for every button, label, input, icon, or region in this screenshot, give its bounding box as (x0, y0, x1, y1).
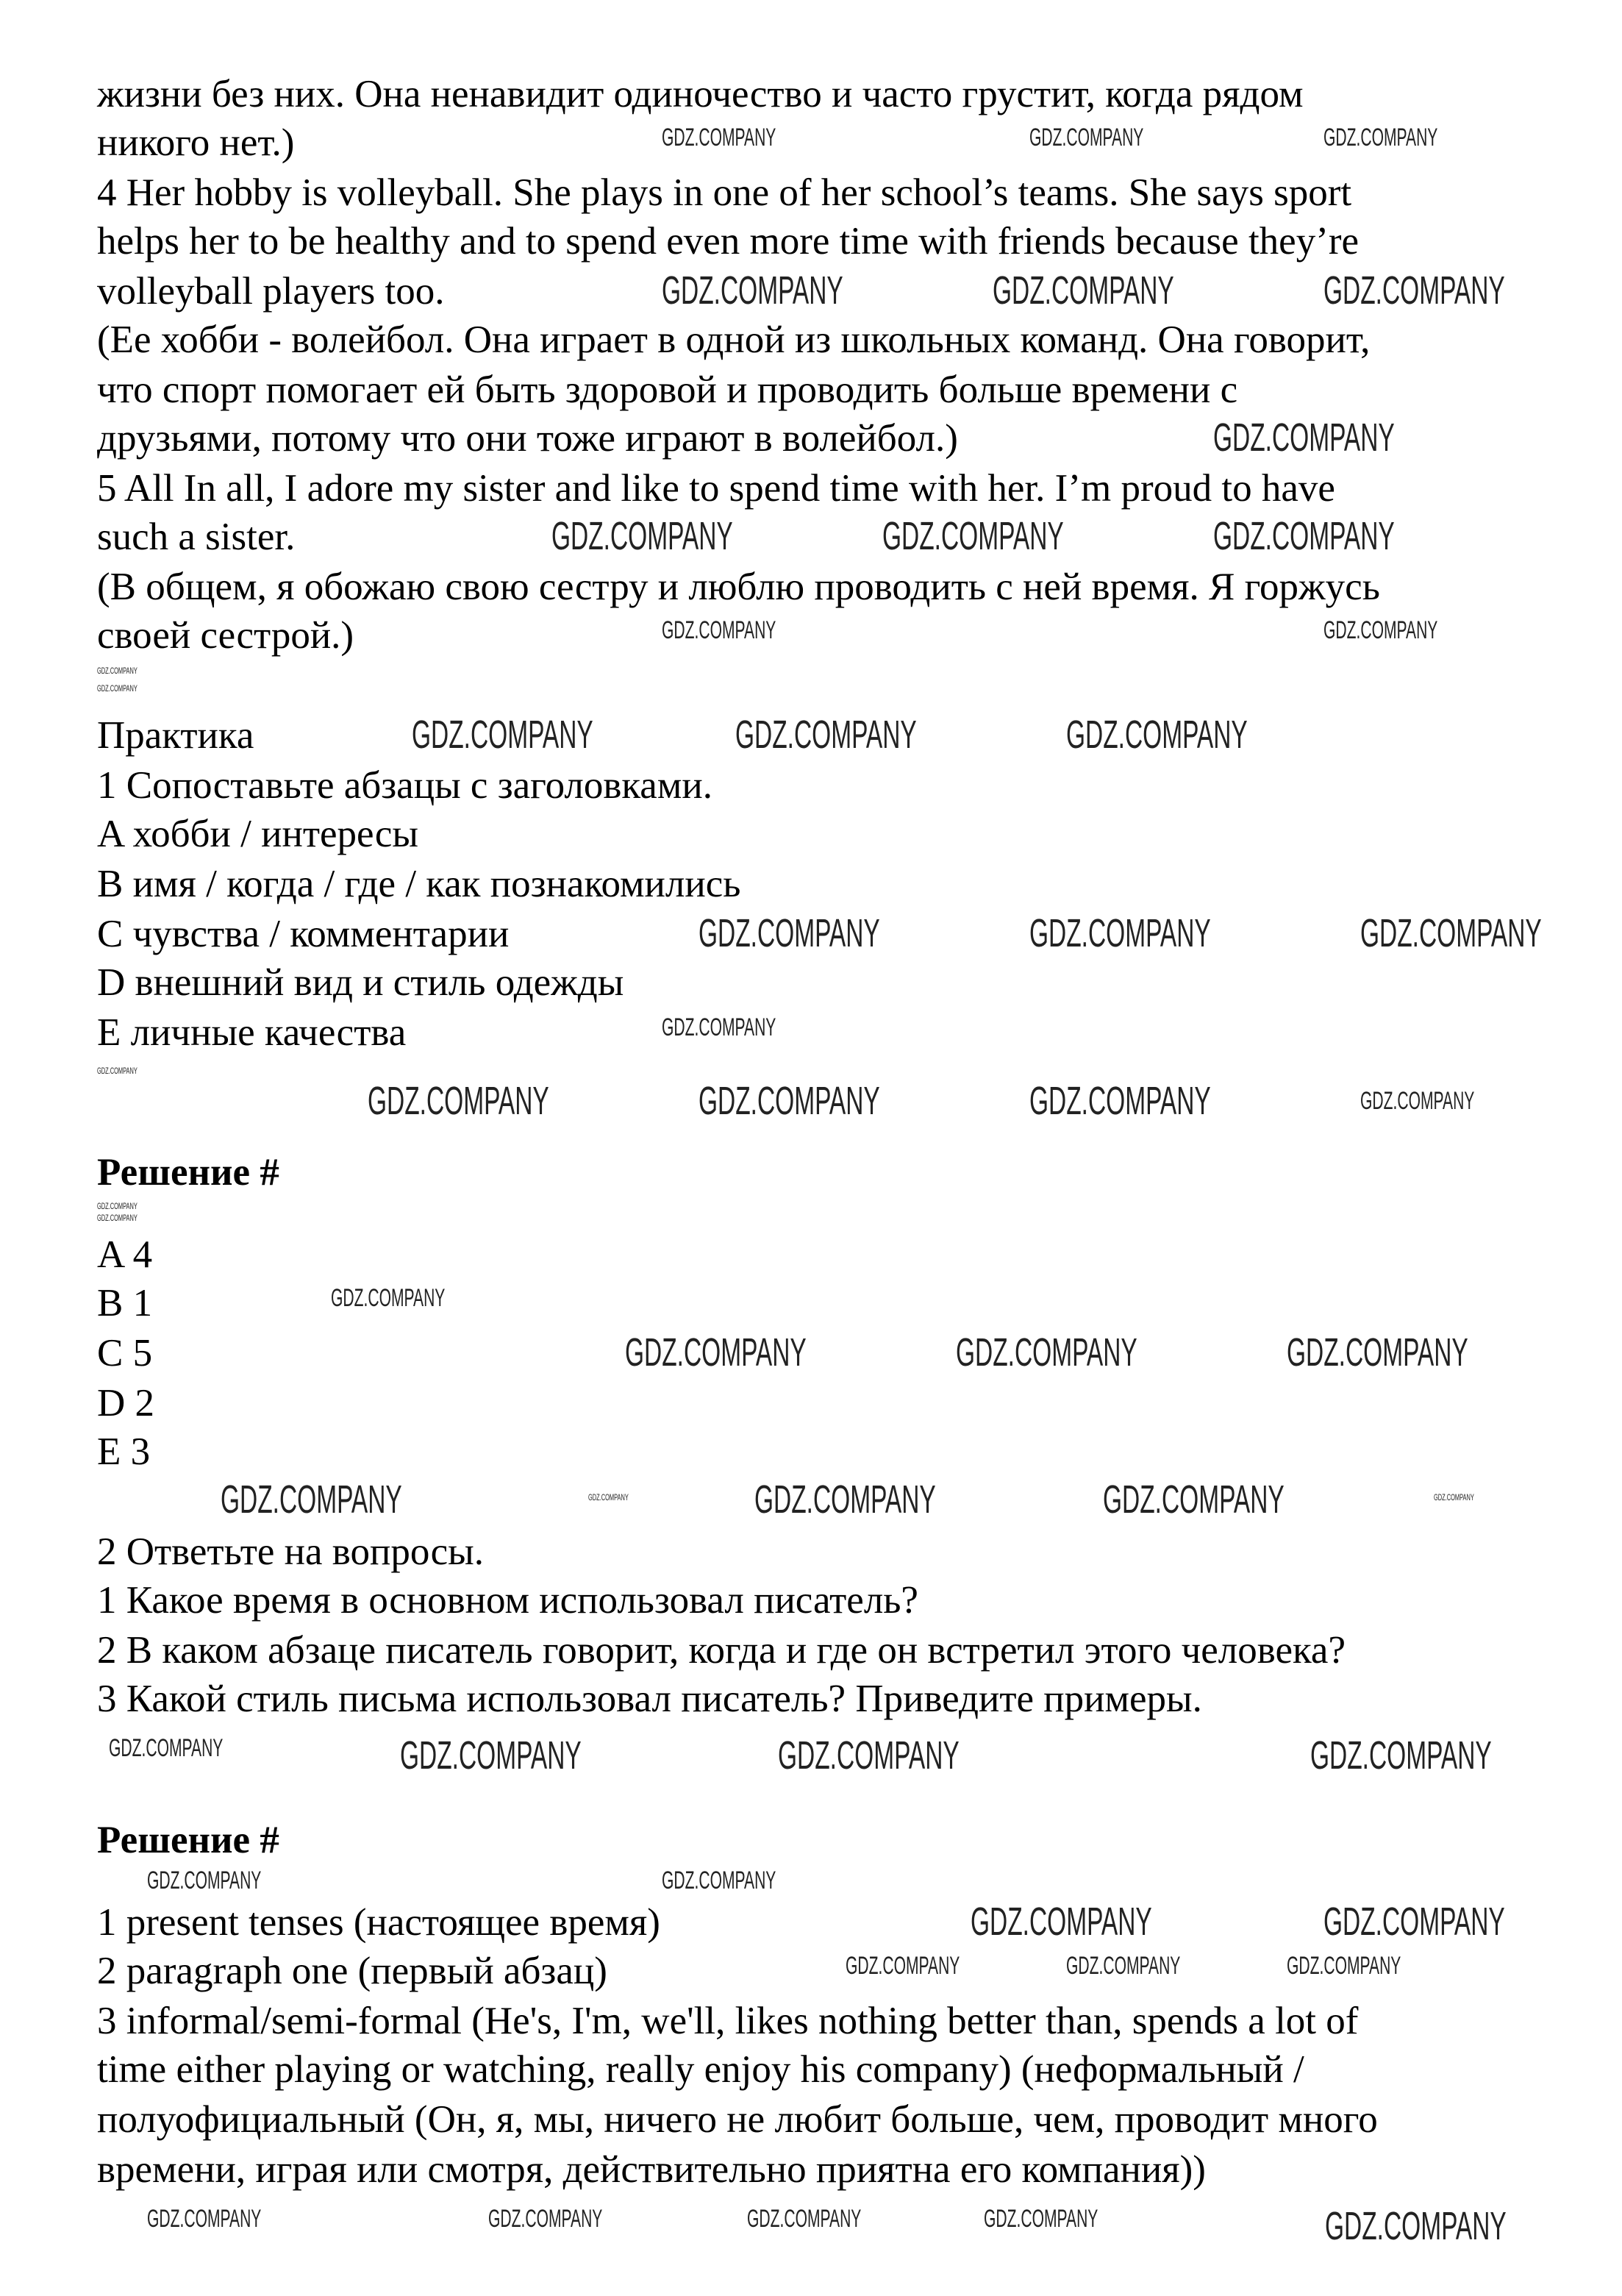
watermark: GDZ.COMPANY (1325, 2204, 1507, 2248)
text-line: 2 Ответьте на вопросы. (97, 1530, 485, 1573)
text-line: B имя / когда / где / как познакомились (97, 863, 741, 905)
text-line: 2 paragraph one (первый абзац) (97, 1950, 607, 1992)
watermark: GDZ.COMPANY (984, 2205, 1098, 2233)
text-line: E личные качества (97, 1011, 407, 1054)
text-line: полуофициальный (Он, я, мы, ничего не любит больше, чем, проводит много (97, 2098, 1378, 2141)
watermark: GDZ.COMPANY (97, 1213, 137, 1223)
text-line: D внешний вид и стиль одежды (97, 961, 624, 1004)
watermark: GDZ.COMPANY (1360, 911, 1542, 955)
text-line: жизни без них. Она ненавидит одиночество и часто грустит, когда рядом (97, 73, 1304, 115)
text-line: никого нет.) (97, 121, 295, 164)
text-line: 1 present tenses (настоящее время) (97, 1901, 660, 1944)
text-line: (В общем, я обожаю свою сестру и люблю проводить с ней время. Я горжусь (97, 566, 1380, 608)
watermark: GDZ.COMPANY (1310, 1733, 1492, 1778)
watermark: GDZ.COMPANY (1029, 124, 1144, 151)
text-line: времени, играя или смотря, действительно приятна его компания)) (97, 2148, 1206, 2191)
watermark: GDZ.COMPANY (662, 1867, 776, 1894)
watermark: GDZ.COMPANY (97, 1201, 137, 1211)
text-line: 5 All In all, I adore my sister and like to spend time with her. I’m proud to have (97, 467, 1335, 510)
text-line: B 1 (97, 1282, 153, 1325)
text-line: (Ее хобби - волейбол. Она играет в одной из школьных команд. Она говорит, (97, 318, 1371, 361)
section-heading: Решение # (97, 1819, 279, 1861)
watermark: GDZ.COMPANY (778, 1733, 960, 1778)
watermark: GDZ.COMPANY (1029, 1079, 1211, 1123)
text-line: C чувства / комментарии (97, 913, 510, 955)
text-line: A хобби / интересы (97, 813, 418, 855)
text-line: 2 В каком абзаце писатель говорит, когда и где он встретил этого человека? (97, 1629, 1346, 1672)
watermark: GDZ.COMPANY (109, 1734, 224, 1762)
text-line: 3 Какой стиль письма использовал писатель? Приведите примеры. (97, 1678, 1202, 1720)
section-heading: Решение # (97, 1151, 279, 1194)
watermark: GDZ.COMPANY (699, 911, 880, 955)
watermark: GDZ.COMPANY (1323, 616, 1438, 644)
watermark: GDZ.COMPANY (1029, 911, 1211, 955)
watermark: GDZ.COMPANY (754, 1477, 936, 1522)
watermark: GDZ.COMPANY (331, 1284, 446, 1312)
watermark: GDZ.COMPANY (662, 616, 776, 644)
watermark: GDZ.COMPANY (993, 268, 1174, 313)
watermark: GDZ.COMPANY (747, 2205, 862, 2233)
watermark: GDZ.COMPANY (1360, 1087, 1475, 1115)
watermark: GDZ.COMPANY (1066, 1952, 1181, 1980)
watermark: GDZ.COMPANY (625, 1330, 807, 1375)
text-line: 3 informal/semi-formal (He's, I'm, we'll, likes nothing better than, spends a lot of (97, 2000, 1359, 2042)
watermark: GDZ.COMPANY (1066, 713, 1248, 757)
watermark: GDZ.COMPANY (1323, 124, 1438, 151)
watermark: GDZ.COMPANY (1323, 268, 1505, 313)
text-line: such a sister. (97, 516, 296, 558)
watermark: GDZ.COMPANY (1287, 1952, 1401, 1980)
watermark: GDZ.COMPANY (147, 1867, 262, 1894)
watermark: GDZ.COMPANY (1323, 1900, 1505, 1944)
watermark: GDZ.COMPANY (1287, 1330, 1468, 1375)
text-line: Практика (97, 714, 254, 757)
text-line: helps her to be healthy and to spend even more time with friends because they’re (97, 220, 1360, 263)
watermark: GDZ.COMPANY (551, 514, 733, 558)
watermark: GDZ.COMPANY (846, 1952, 960, 1980)
watermark: GDZ.COMPANY (400, 1733, 582, 1778)
watermark: GDZ.COMPANY (662, 268, 843, 313)
watermark: GDZ.COMPANY (662, 1013, 776, 1041)
text-line: 1 Сопоставьте абзацы с заголовками. (97, 764, 712, 807)
watermark: GDZ.COMPANY (97, 1066, 137, 1076)
text-line: D 2 (97, 1382, 155, 1425)
watermark: GDZ.COMPANY (1213, 416, 1395, 460)
text-line: E 3 (97, 1430, 151, 1473)
watermark: GDZ.COMPANY (735, 713, 917, 757)
text-line: что спорт помогает ей быть здоровой и проводить больше времени с (97, 368, 1238, 411)
text-line: volleyball players too. (97, 270, 445, 313)
text-line: 1 Какое время в основном использовал писатель? (97, 1579, 918, 1622)
watermark: GDZ.COMPANY (882, 514, 1064, 558)
watermark: GDZ.COMPANY (1103, 1477, 1285, 1522)
watermark: GDZ.COMPANY (488, 2205, 603, 2233)
watermark: GDZ.COMPANY (588, 1492, 629, 1502)
watermark: GDZ.COMPANY (412, 713, 593, 757)
text-line: друзьями, потому что они тоже играют в волейбол.) (97, 417, 958, 460)
text-line: A 4 (97, 1233, 153, 1276)
watermark: GDZ.COMPANY (221, 1477, 402, 1522)
watermark: GDZ.COMPANY (147, 2205, 262, 2233)
watermark: GDZ.COMPANY (97, 666, 137, 676)
text-line: своей сестрой.) (97, 614, 354, 657)
text-line: 4 Her hobby is volleyball. She plays in one of her school’s teams. She says sport (97, 171, 1352, 214)
watermark: GDZ.COMPANY (1213, 514, 1395, 558)
watermark: GDZ.COMPANY (368, 1079, 549, 1123)
text-line: time either playing or watching, really enjoy his company) (неформальный / (97, 2048, 1304, 2091)
watermark: GDZ.COMPANY (662, 124, 776, 151)
watermark: GDZ.COMPANY (699, 1079, 880, 1123)
watermark: GDZ.COMPANY (1434, 1492, 1474, 1502)
watermark: GDZ.COMPANY (971, 1900, 1152, 1944)
watermark: GDZ.COMPANY (956, 1330, 1137, 1375)
watermark: GDZ.COMPANY (97, 683, 137, 694)
text-line: C 5 (97, 1332, 153, 1375)
